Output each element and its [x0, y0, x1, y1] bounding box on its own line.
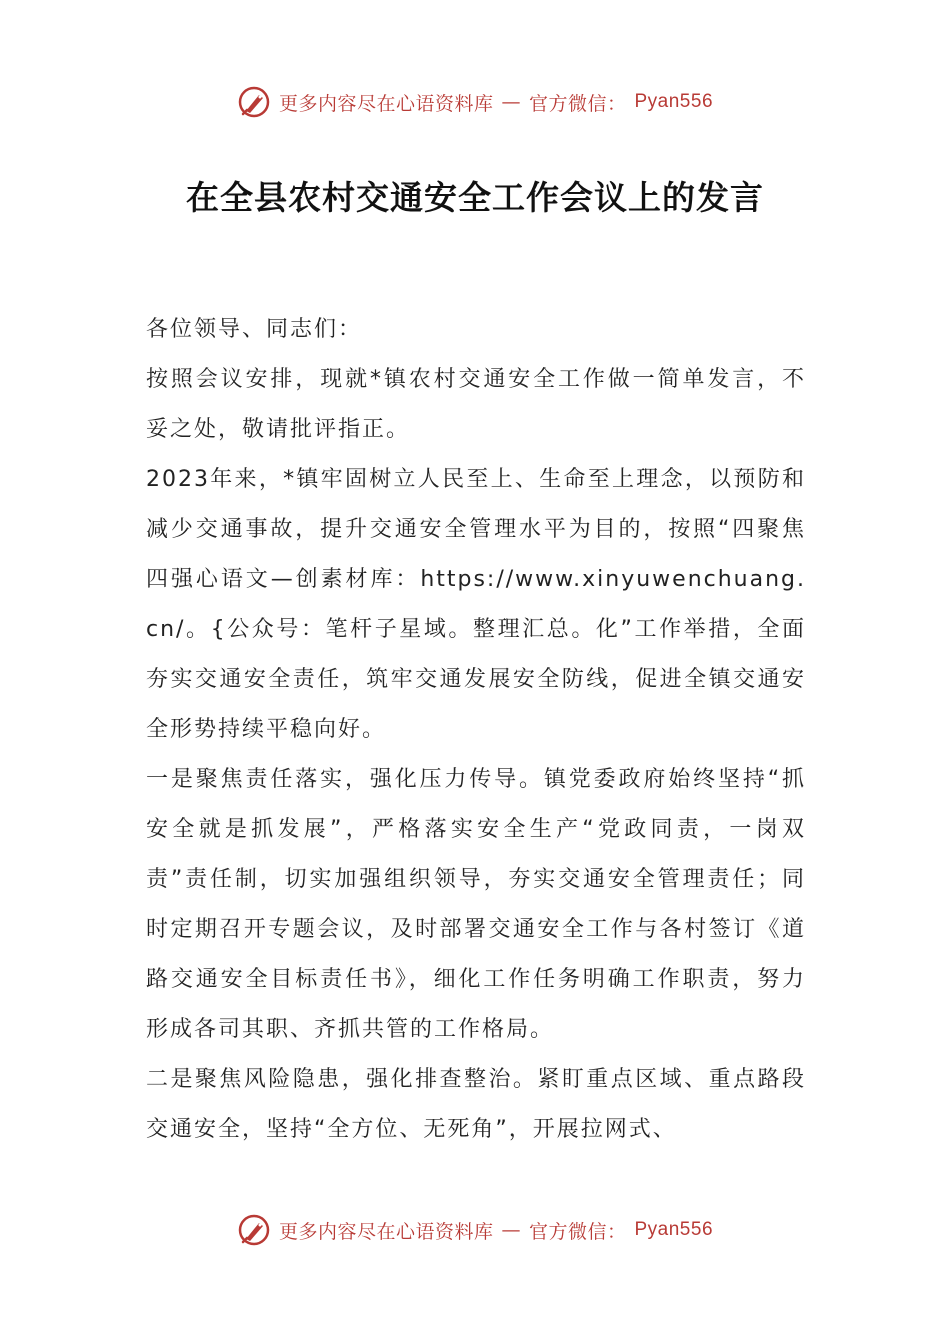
watermark-label: 官方微信：	[528, 92, 627, 115]
watermark-text: 更多内容尽在心语资料库	[278, 1220, 494, 1243]
watermark-dash: —	[501, 91, 521, 113]
watermark-text: 更多内容尽在心语资料库	[278, 92, 494, 115]
document-body	[146, 305, 806, 1155]
paragraph: 2023年来，*镇牢固树立人民至上、生命至上理念，以预防和减少交通事故，提升交通安全管理水平为目的，按照“四聚焦四强心语文—创素材库：https://www.xinyuwenchuang.cn/。{公众号：笔杆子星域。整理汇总。化”工作举措，全面夯实交通安全责任，筑牢交通发展安全防线，促进全镇交通安全形势持续平稳向好。	[146, 467, 806, 742]
watermark-header	[0, 82, 950, 122]
page-title: 在全县农村交通安全工作会议上的发言	[186, 178, 764, 217]
pen-nib-logo-icon	[237, 1213, 271, 1247]
paragraph: 按照会议安排，现就*镇农村交通安全工作做一简单发言，不妥之处，敬请批评指正。	[146, 367, 806, 442]
watermark-account: Pyan556	[634, 91, 714, 112]
watermark-footer	[0, 1210, 950, 1250]
paragraph: 二是聚焦风险隐患，强化排查整治。紧盯重点区域、重点路段交通安全，坚持“全方位、无死角”，开展拉网式、	[146, 1067, 806, 1142]
greeting: 各位领导、同志们：	[146, 317, 363, 342]
watermark-account: Pyan556	[634, 1219, 714, 1240]
pen-nib-logo-icon	[237, 85, 271, 119]
watermark-label: 官方微信：	[528, 1220, 627, 1243]
watermark-dash: —	[501, 1219, 521, 1241]
paragraph: 一是聚焦责任落实，强化压力传导。镇党委政府始终坚持“抓安全就是抓发展”，严格落实安全生产“党政同责，一岗双责”责任制，切实加强组织领导，夯实交通安全管理责任；同时定期召开专题会议，及时部署交通安全工作与各村签订《道路交通安全目标责任书》，细化工作任务明确工作职责，努力形成各司其职、齐抓共管的工作格局。	[146, 767, 806, 1042]
